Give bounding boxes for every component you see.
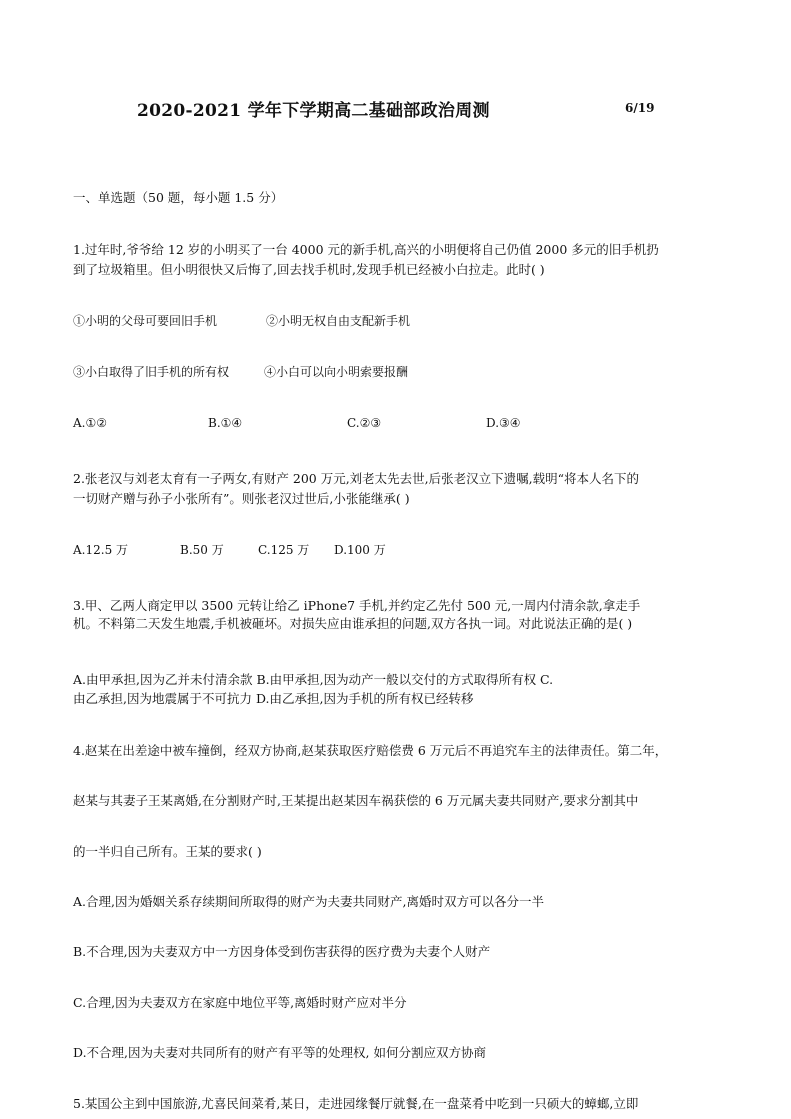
q2-option-c: C.125 万 <box>258 543 310 557</box>
q4-option-b: B.不合理,因为夫妻双方中一方因身体受到伤害获得的医疗费为夫妻个人财产 <box>73 944 491 959</box>
q1-statement-3: ③小白取得了旧手机的所有权 <box>73 365 230 379</box>
q2-stem-line1: 2.张老汉与刘老太育有一子两女,有财产 200 万元,刘老太先去世,后张老汉立下遗嘱,载明“将本人名下的 <box>73 471 640 486</box>
q4-option-d: D.不合理,因为夫妻对共同所有的财产有平等的处理权, 如何分割应双方协商 <box>73 1045 486 1060</box>
q3-stem-line1: 3.甲、乙两人商定甲以 3500 元转让给乙 iPhone7 手机,并约定乙先付 500 元,一周内付清余款,拿走手 <box>73 598 641 613</box>
page-number: 6/19 <box>625 101 655 115</box>
q4-stem-line3: 的一半归自己所有。王某的要求( ) <box>73 844 262 859</box>
q1-stem-line2: 到了垃圾箱里。但小明很快又后悔了,回去找手机时,发现手机已经被小白拉走。此时( ) <box>73 262 545 277</box>
section-heading: 一、单选题（50 题，每小题 1.5 分） <box>73 190 284 205</box>
q2-option-a: A.12.5 万 <box>73 543 129 557</box>
q4-option-c: C.合理,因为夫妻双方在家庭中地位平等,离婚时财产应对半分 <box>73 995 407 1010</box>
q4-stem-line1: 4.赵某在出差途中被车撞倒，经双方协商,赵某获取医疗赔偿费 6 万元后不再追究车主的法律责任。第二年， <box>73 743 668 758</box>
q1-option-c: C.②③ <box>347 416 382 430</box>
q1-option-a: A.①② <box>73 416 107 430</box>
q1-option-b: B.①④ <box>208 416 243 430</box>
q1-statement-2: ②小明无权自由支配新手机 <box>266 314 411 328</box>
q3-options-line1: A.由甲承担,因为乙并未付清余款 B.由甲承担,因为动产一般以交付的方式取得所有权 C. <box>73 672 554 687</box>
document-title: 2020-2021 学年下学期高二基础部政治周测 <box>137 101 490 121</box>
q1-option-d: D.③④ <box>486 416 521 430</box>
q3-stem-line2: 机。不料第二天发生地震,手机被砸坏。对损失应由谁承担的问题,双方各执一词。对此说法正确的是( ) <box>73 616 633 631</box>
q1-statement-1: ①小明的父母可要回旧手机 <box>73 314 218 328</box>
q4-stem-line2: 赵某与其妻子王某离婚,在分割财产时,王某提出赵某因车祸获偿的 6 万元属夫妻共同财产,要求分割其中 <box>73 793 639 808</box>
q2-option-b: B.50 万 <box>180 543 224 557</box>
q5-stem-line1: 5.某国公主到中国旅游,尤喜民间菜肴,某日，走进园缘餐厅就餐,在一盘菜肴中吃到一只硕大的蟑螂,立即 <box>73 1096 639 1111</box>
q3-options-line2: 由乙承担,因为地震属于不可抗力 D.由乙承担,因为手机的所有权已经转移 <box>73 691 474 706</box>
q2-stem-line2: 一切财产赠与孙子小张所有”。则张老汉过世后,小张能继承( ) <box>73 491 410 506</box>
q4-option-a: A.合理,因为婚姻关系存续期间所取得的财产为夫妻共同财产,离婚时双方可以各分一半 <box>73 894 544 909</box>
q1-statement-4: ④小白可以向小明索要报酬 <box>264 365 409 379</box>
q1-stem-line1: 1.过年时,爷爷给 12 岁的小明买了一台 4000 元的新手机,高兴的小明便将自己仍值 2000 多元的旧手机扔 <box>73 242 659 257</box>
q2-option-d: D.100 万 <box>334 543 386 557</box>
